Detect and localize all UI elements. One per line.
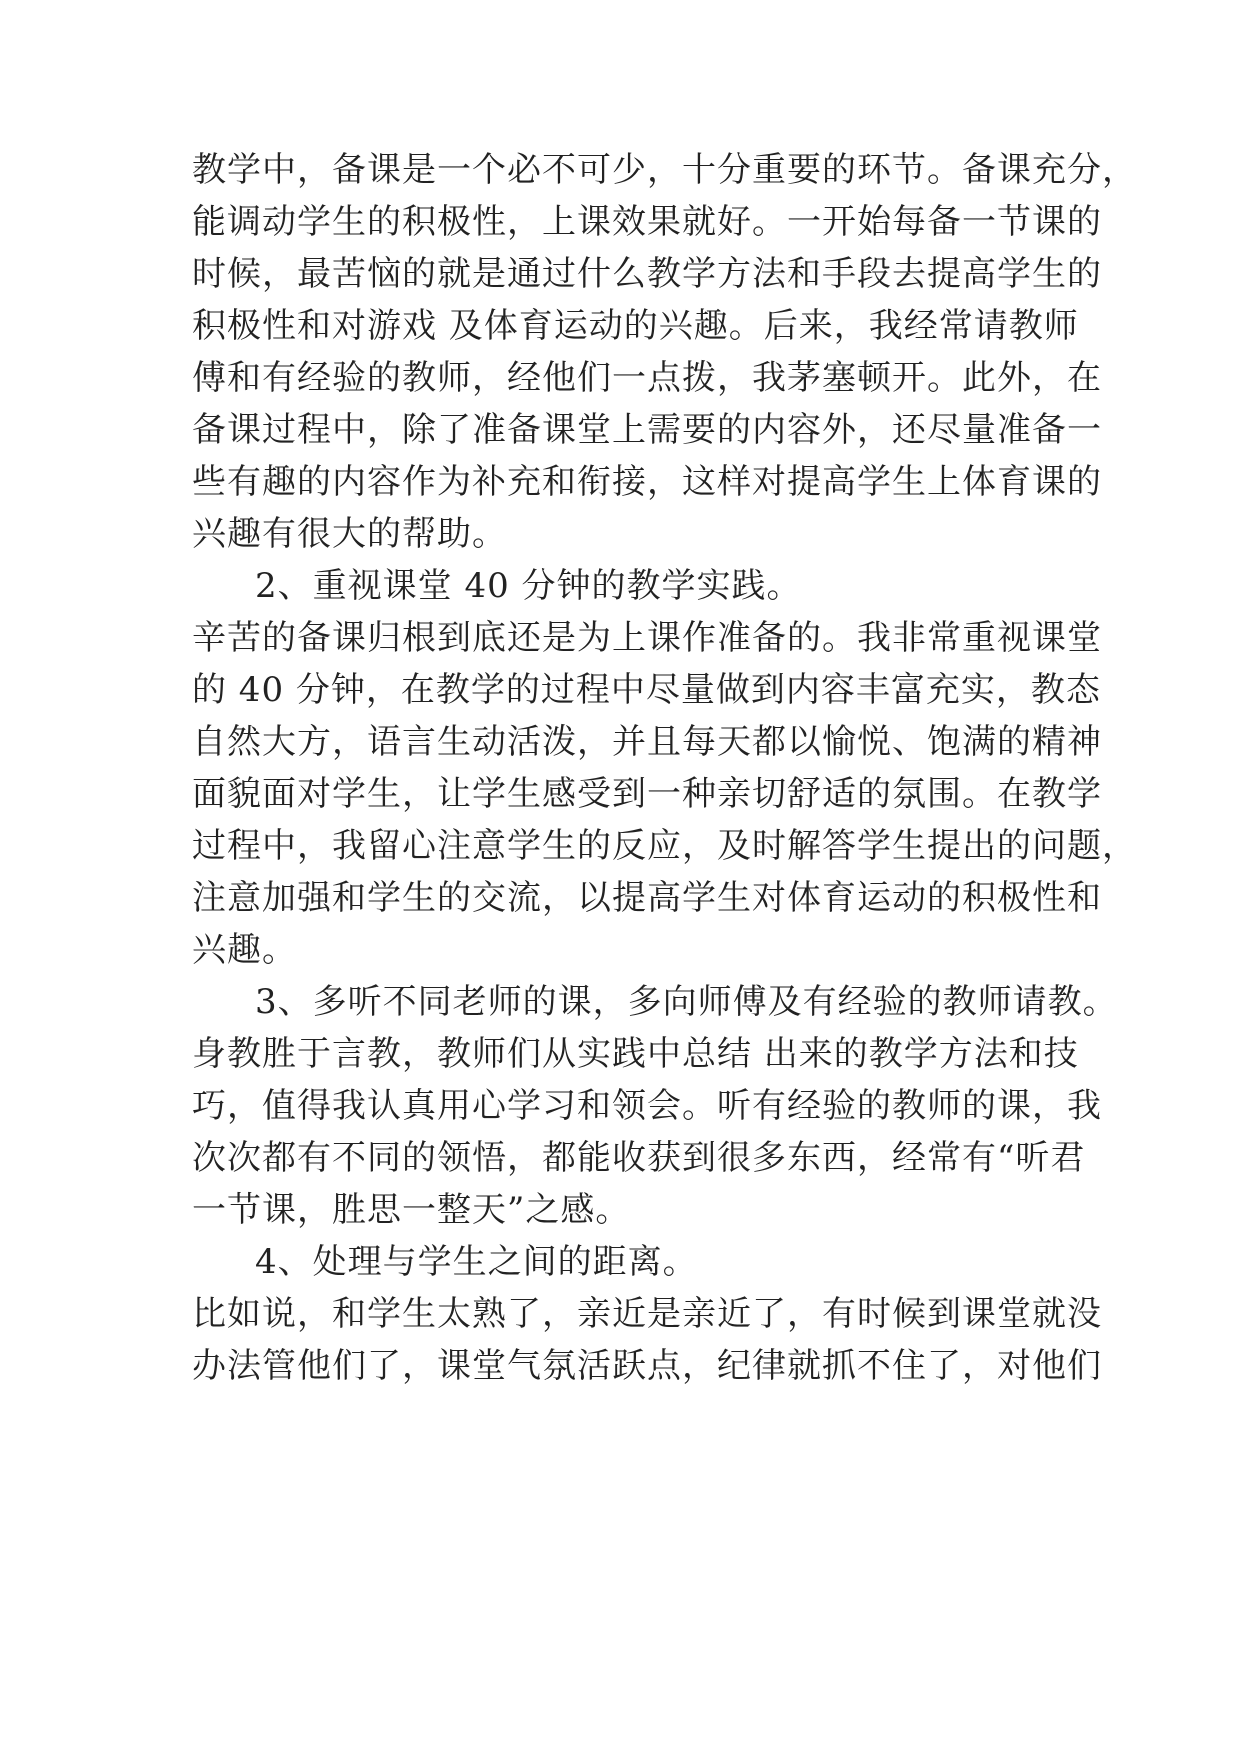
paragraph-line: 注意加强和学生的交流，以提高学生对体育运动的积极性和	[192, 878, 1102, 918]
paragraph-line: 自然大方，语言生动活泼，并且每天都以愉悦、饱满的精神	[192, 722, 1102, 762]
paragraph-line: 傅和有经验的教师，经他们一点拨，我茅塞顿开。此外，在	[192, 358, 1102, 398]
paragraph-line: 能调动学生的积极性，上课效果就好。一开始每备一节课的	[192, 202, 1102, 242]
paragraph-line: 辛苦的备课归根到底还是为上课作准备的。我非常重视课堂	[192, 618, 1102, 658]
paragraph-line: 些有趣的内容作为补充和衔接，这样对提高学生上体育课的	[192, 462, 1102, 502]
paragraph-line: 时候，最苦恼的就是通过什么教学方法和手段去提高学生的	[192, 254, 1102, 294]
section-heading: 3、多听不同老师的课，多向师傅及有经验的教师请教。	[255, 982, 1118, 1022]
paragraph-line: 教学中，备课是一个必不可少，十分重要的环节。备课充分，	[192, 150, 1137, 190]
paragraph-line: 过程中，我留心注意学生的反应，及时解答学生提出的问题，	[192, 826, 1137, 866]
paragraph-line: 一节课，胜思一整天”之感。	[192, 1190, 631, 1230]
paragraph-line: 积极性和对游戏 及体育运动的兴趣。后来，我经常请教师	[192, 306, 1079, 346]
section-heading: 2、重视课堂 40 分钟的教学实践。	[255, 566, 802, 606]
paragraph-line: 面貌面对学生，让学生感受到一种亲切舒适的氛围。在教学	[192, 774, 1102, 814]
paragraph-line: 办法管他们了，课堂气氛活跃点，纪律就抓不住了，对他们	[192, 1346, 1102, 1386]
paragraph-line: 兴趣有很大的帮助。	[192, 514, 507, 554]
paragraph-line: 备课过程中，除了准备课堂上需要的内容外，还尽量准备一	[192, 410, 1102, 450]
paragraph-line: 巧，值得我认真用心学习和领会。听有经验的教师的课，我	[192, 1086, 1102, 1126]
paragraph-line: 的 40 分钟，在教学的过程中尽量做到内容丰富充实，教态	[192, 670, 1101, 710]
paragraph-line: 身教胜于言教，教师们从实践中总结 出来的教学方法和技	[192, 1034, 1079, 1074]
paragraph-line: 次次都有不同的领悟，都能收获到很多东西，经常有“听君	[192, 1138, 1086, 1178]
paragraph-line: 兴趣。	[192, 930, 297, 970]
section-heading: 4、处理与学生之间的距离。	[255, 1242, 698, 1282]
paragraph-line: 比如说，和学生太熟了，亲近是亲近了，有时候到课堂就没	[192, 1294, 1102, 1334]
